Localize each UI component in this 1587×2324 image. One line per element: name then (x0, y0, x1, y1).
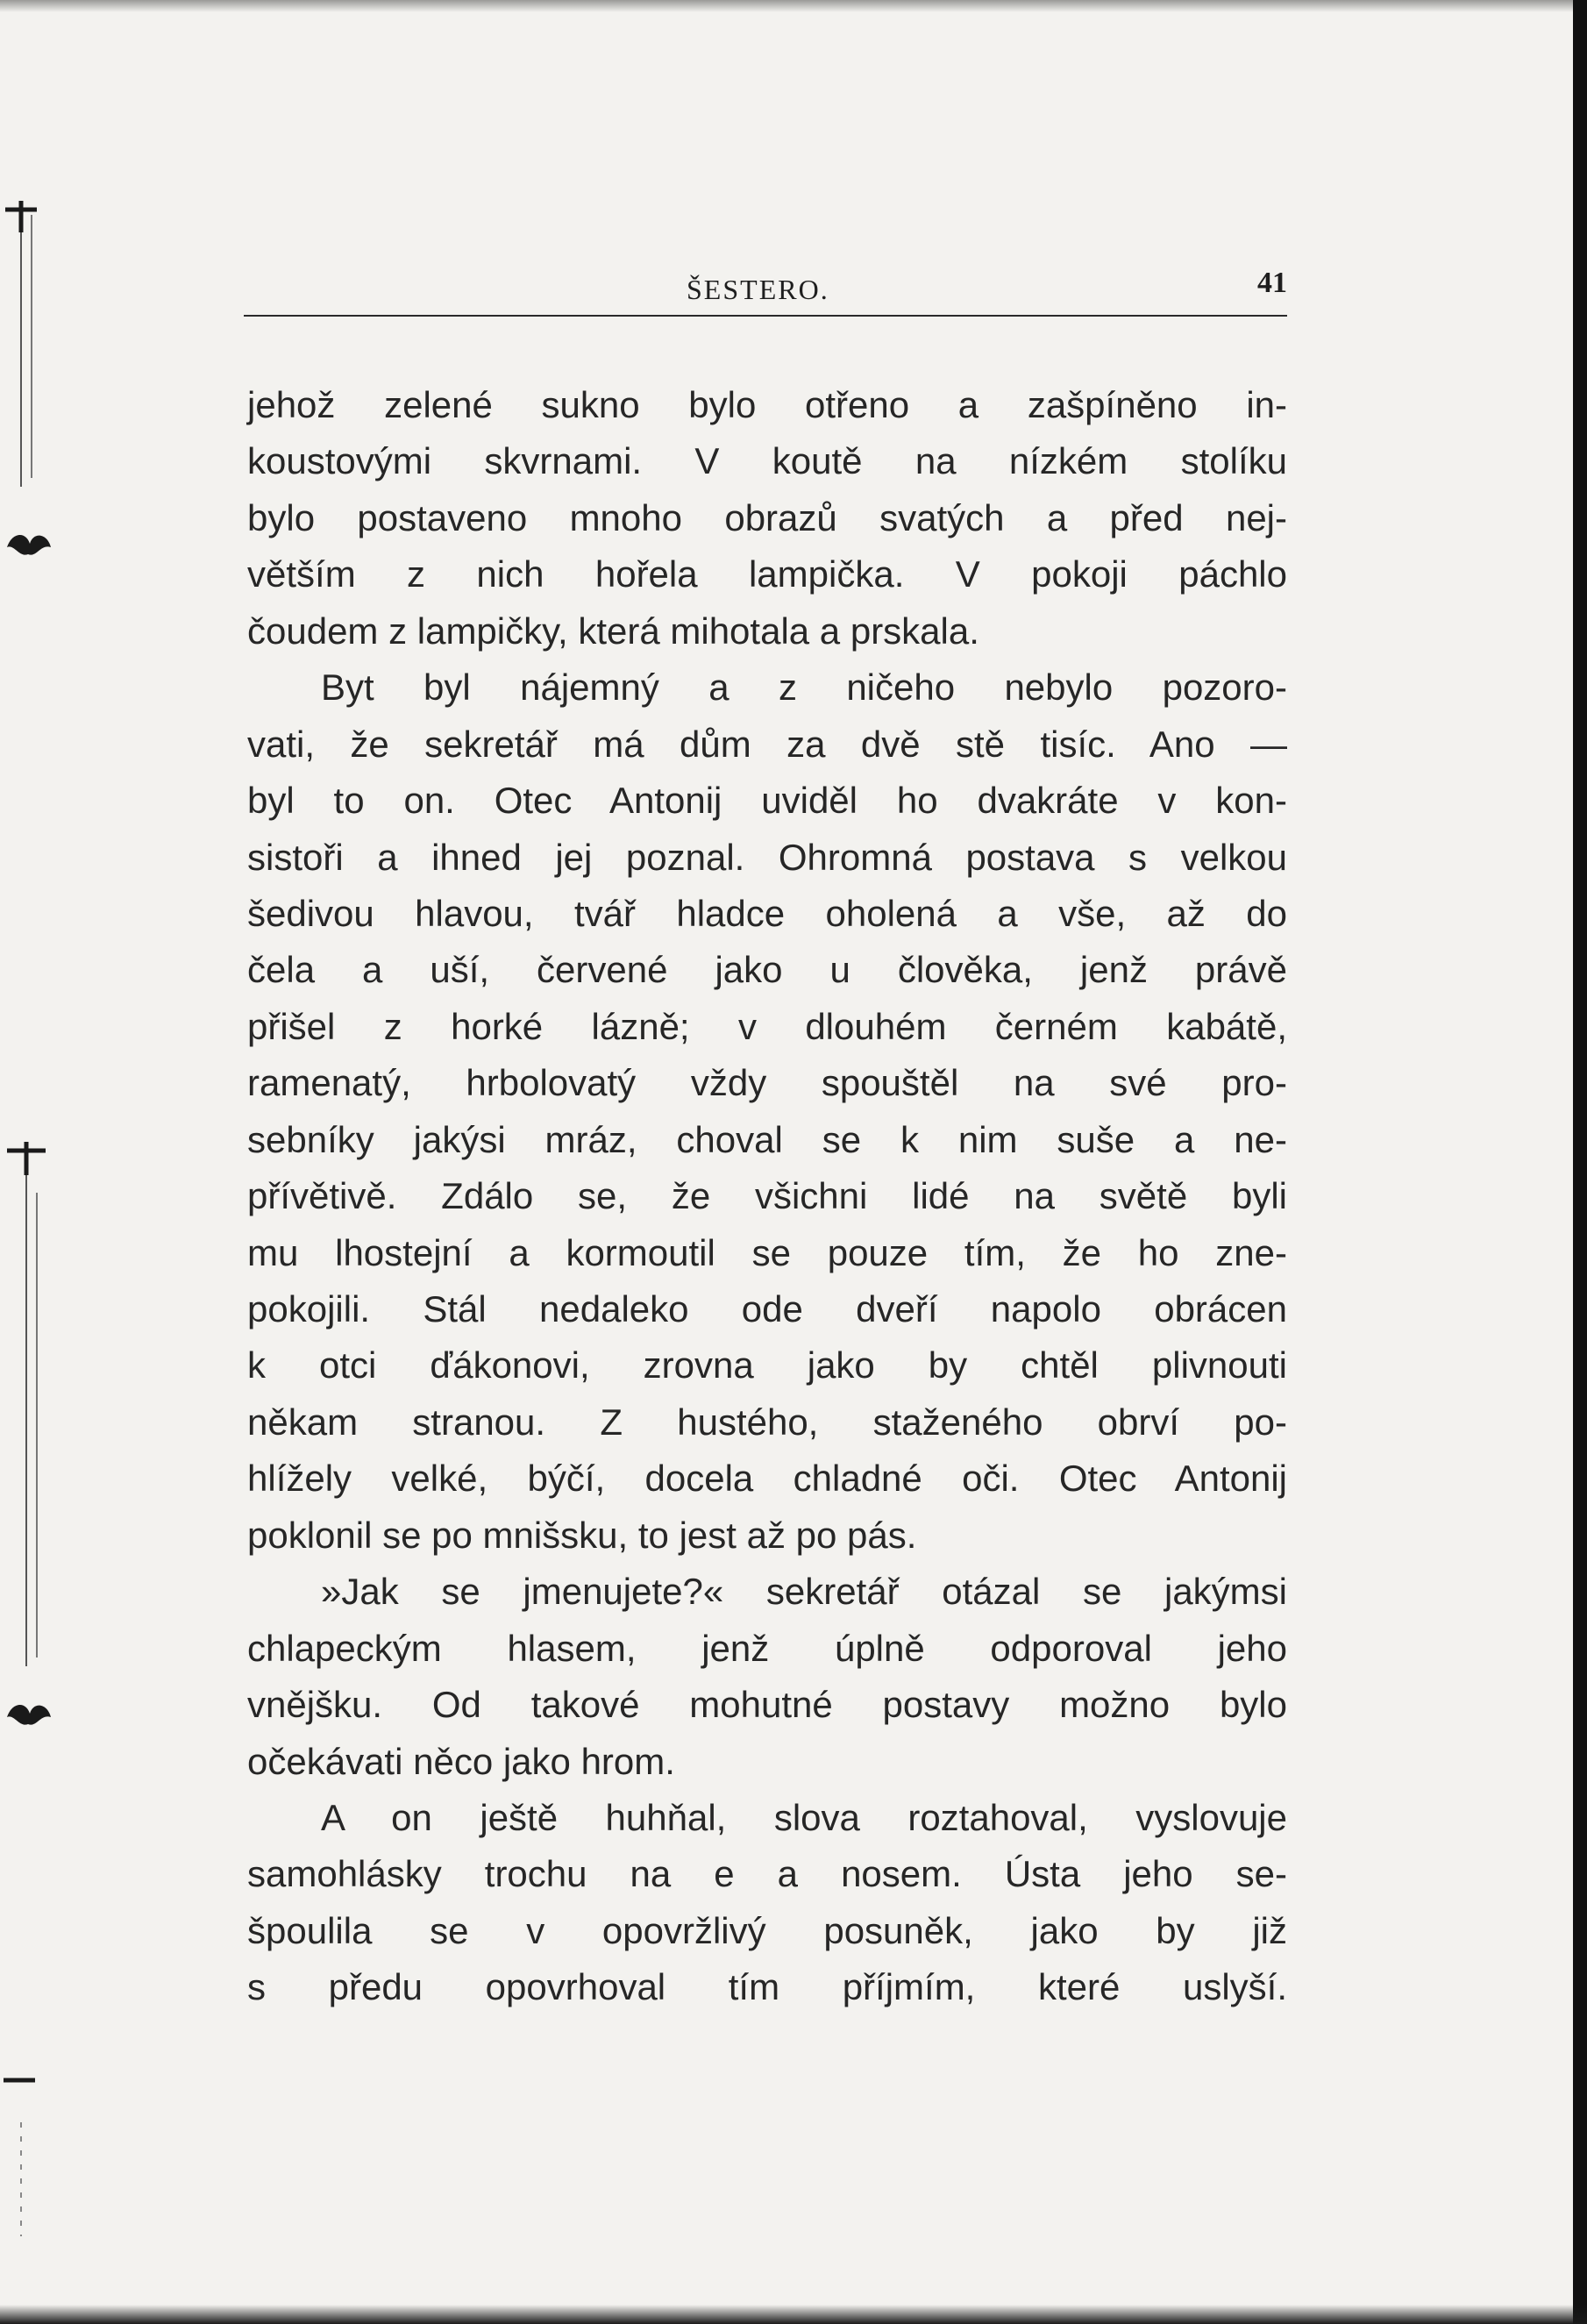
text-line: koustovými skvrnami. V koutě na nízkém stolíku (247, 440, 1287, 482)
text-line: větším z nich hořela lampička. V pokoji páchlo (247, 553, 1287, 595)
flower-ornament-icon (2, 1691, 54, 1729)
page-header (244, 263, 1287, 317)
text-line: očekávati něco jako hrom. (247, 1740, 675, 1782)
text-line: čela a uší, červené jako u člověka, jenž právě (247, 949, 1287, 991)
flower-ornament-icon (2, 523, 54, 561)
text-line: sistoři a ihned jej poznal. Ohromná postava s velkou (247, 836, 1287, 878)
text-line: pokojili. Stál nedaleko ode dveří napolo obrácen (247, 1288, 1287, 1330)
text-line: poklonil se po mnišsku, to jest až po pás. (247, 1514, 917, 1556)
text-line: přívětivě. Zdálo se, že všichni lidé na světě byli (247, 1175, 1287, 1217)
page-bottom-edge (0, 2305, 1587, 2324)
text-line: A on ještě huhňal, slova roztahoval, vyslovuje (321, 1796, 1287, 1838)
text-line: hlížely velké, býčí, docela chladné oči. Otec Antonij (247, 1458, 1287, 1500)
text-line: přišel z horké lázně; v dlouhém černém kabátě, (247, 1005, 1287, 1047)
text-line: s předu opovrhoval tím příjmím, které uslyší. (247, 1966, 1287, 2008)
body-text (247, 377, 1287, 2016)
scan-top-shadow (0, 0, 1587, 12)
page-number: 41 (1257, 267, 1287, 299)
binding-gutter (0, 0, 70, 2324)
text-line: ramenatý, hrbolovatý vždy spouštěl na své pro- (247, 1062, 1287, 1104)
text-line: šedivou hlavou, tvář hladce oholená a vše, až do (247, 892, 1287, 934)
text-line: »Jak se jmenujete?« sekretář otázal se jakýmsi (321, 1571, 1287, 1613)
header-rule (244, 315, 1287, 317)
cross-ornament-icon (2, 1140, 51, 1701)
text-line: jehož zelené sukno bylo otřeno a zašpíněno in- (247, 384, 1287, 425)
text-line: vnějšku. Od takové mohutné postavy možno bylo (247, 1684, 1287, 1726)
text-line: sebníky jakýsi mráz, choval se k nim suše a ne- (247, 1118, 1287, 1160)
text-line: chlapeckým hlasem, jenž úplně odporoval jeho (247, 1627, 1287, 1669)
text-line: byl to on. Otec Antonij uviděl ho dvakráte v kon- (247, 780, 1287, 822)
text-line: samohlásky trochu na e a nosem. Ústa jeho se- (247, 1853, 1287, 1895)
text-line: bylo postaveno mnoho obrazů svatých a před nej- (247, 496, 1287, 538)
text-line: špoulila se v opovržlivý posuněk, jako by již (247, 1909, 1287, 1951)
text-line: mu lhostejní a kormoutil se pouze tím, že ho zne- (247, 1231, 1287, 1273)
cross-ornament-icon (2, 197, 40, 513)
text-line: vati, že sekretář má dům za dvě stě tisíc. Ano — (247, 723, 1287, 765)
text-line: k otci ďákonovi, zrovna jako by chtěl plivnouti (247, 1344, 1287, 1387)
text-line: někam stranou. Z hustého, staženého obrví po- (247, 1401, 1287, 1443)
page-right-edge (1573, 0, 1587, 2324)
text-line: Byt byl nájemný a z ničeho nebylo pozoro- (321, 667, 1287, 709)
dash-mark-icon (2, 2052, 40, 2245)
text-line: čoudem z lampičky, která mihotala a prskala. (247, 610, 979, 652)
running-title: ŠESTERO. (687, 274, 829, 305)
